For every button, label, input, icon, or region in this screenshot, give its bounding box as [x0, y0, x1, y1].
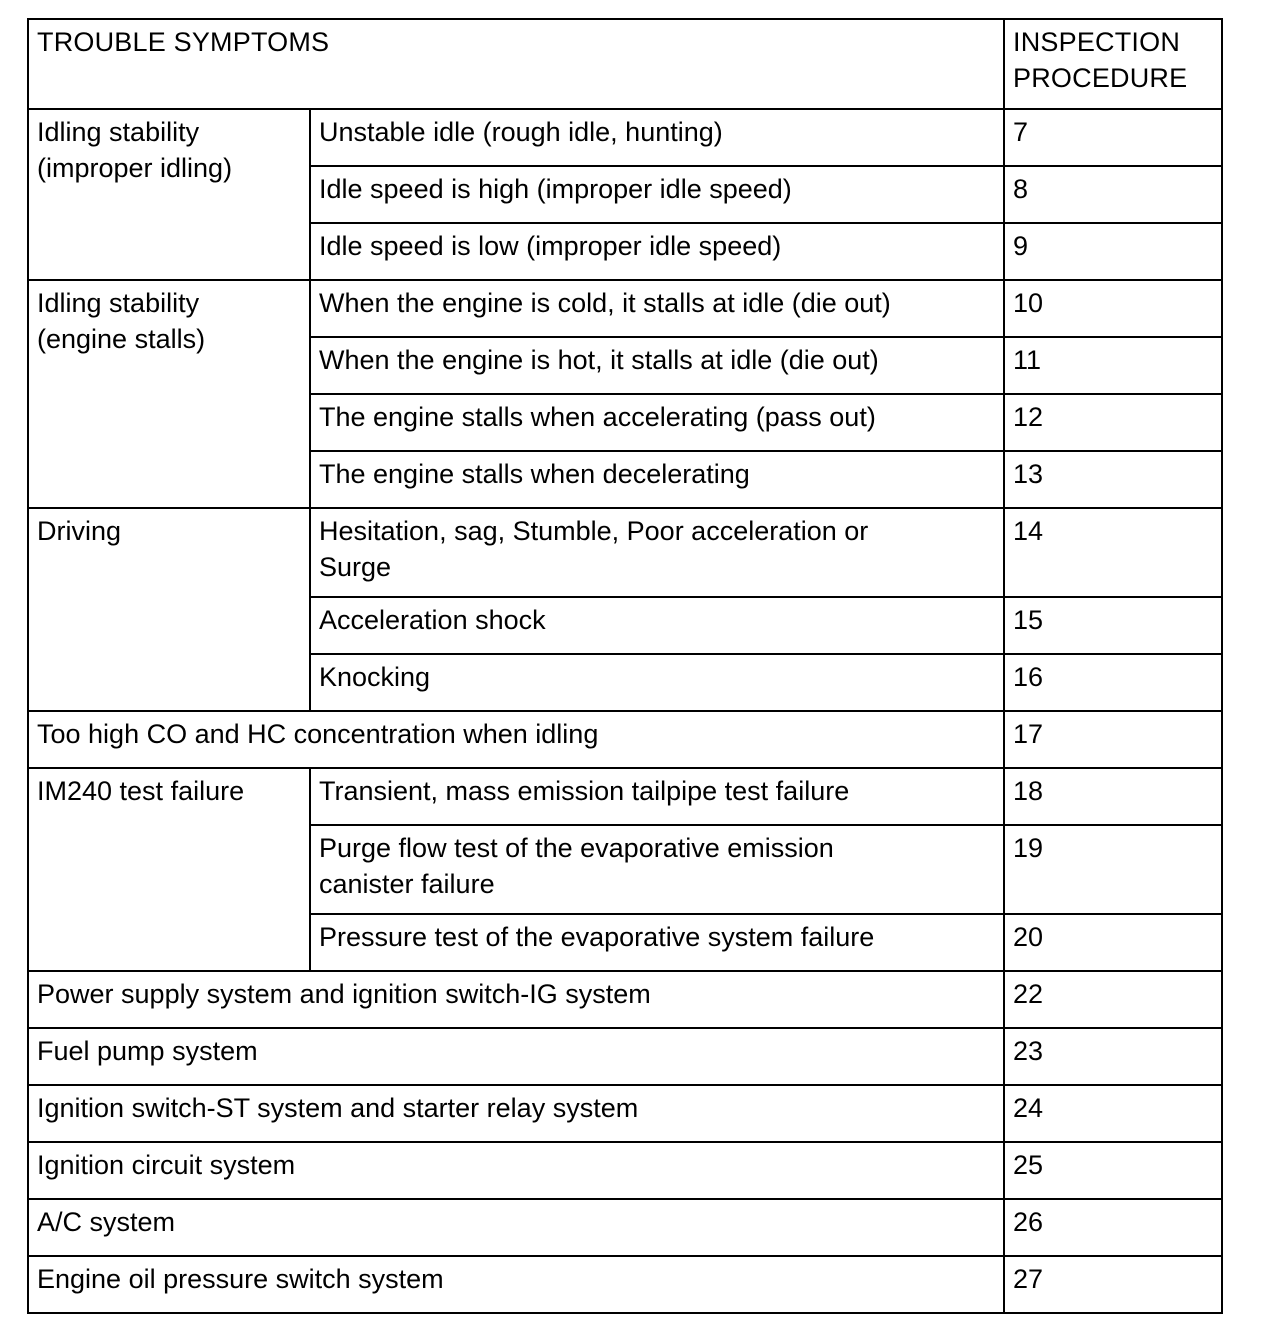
table-row: [28, 1199, 1222, 1256]
group-cell-engine-stalls: Idling stability (engine stalls): [28, 280, 310, 508]
procedure-cell: 22: [1004, 971, 1222, 1028]
table-row: [28, 711, 1222, 768]
procedure-cell: 23: [1004, 1028, 1222, 1085]
symptom-cell: Unstable idle (rough idle, hunting): [310, 109, 1004, 166]
symptom-cell: Acceleration shock: [310, 597, 1004, 654]
procedure-cell: 18: [1004, 768, 1222, 825]
symptom-cell: The engine stalls when decelerating: [310, 451, 1004, 508]
system-cell: A/C system: [28, 1199, 1004, 1256]
table-row: [28, 768, 1222, 825]
table-row: [28, 280, 1222, 337]
trouble-symptoms-table: [27, 18, 1223, 1314]
procedure-cell: 11: [1004, 337, 1222, 394]
group-cell-improper-idling: Idling stability (improper idling): [28, 109, 310, 280]
header-inspection-procedure: INSPECTION PROCEDURE: [1004, 19, 1222, 109]
table-row: [28, 971, 1222, 1028]
procedure-cell: 17: [1004, 711, 1222, 768]
symptom-cell: Transient, mass emission tailpipe test failure: [310, 768, 1004, 825]
symptom-cell: The engine stalls when accelerating (pass out): [310, 394, 1004, 451]
table-row: [28, 1028, 1222, 1085]
procedure-cell: 8: [1004, 166, 1222, 223]
procedure-cell: 12: [1004, 394, 1222, 451]
procedure-cell: 24: [1004, 1085, 1222, 1142]
system-cell: Engine oil pressure switch system: [28, 1256, 1004, 1313]
procedure-cell: 16: [1004, 654, 1222, 711]
group-cell-driving: Driving: [28, 508, 310, 711]
procedure-cell: 19: [1004, 825, 1222, 914]
procedure-cell: 13: [1004, 451, 1222, 508]
system-cell: Power supply system and ignition switch-IG system: [28, 971, 1004, 1028]
symptom-cell: Idle speed is high (improper idle speed): [310, 166, 1004, 223]
table-row: [28, 109, 1222, 166]
procedure-cell: 27: [1004, 1256, 1222, 1313]
header-row: [28, 19, 1222, 109]
procedure-cell: 10: [1004, 280, 1222, 337]
symptom-cell: Hesitation, sag, Stumble, Poor acceleration or Surge: [310, 508, 1004, 597]
procedure-cell: 7: [1004, 109, 1222, 166]
procedure-cell: 15: [1004, 597, 1222, 654]
symptom-cell: Idle speed is low (improper idle speed): [310, 223, 1004, 280]
table-row: [28, 1085, 1222, 1142]
procedure-cell: 9: [1004, 223, 1222, 280]
system-cell: Ignition switch-ST system and starter relay system: [28, 1085, 1004, 1142]
header-trouble-symptoms: TROUBLE SYMPTOMS: [28, 19, 1004, 109]
table-row: [28, 508, 1222, 597]
procedure-cell: 20: [1004, 914, 1222, 971]
symptom-cell: Pressure test of the evaporative system failure: [310, 914, 1004, 971]
symptom-cell: Knocking: [310, 654, 1004, 711]
table-row: [28, 1256, 1222, 1313]
system-cell: Ignition circuit system: [28, 1142, 1004, 1199]
procedure-cell: 14: [1004, 508, 1222, 597]
group-cell-im240: IM240 test failure: [28, 768, 310, 971]
symptom-cell: When the engine is cold, it stalls at idle (die out): [310, 280, 1004, 337]
table-row: [28, 1142, 1222, 1199]
full-symptom-cell: Too high CO and HC concentration when idling: [28, 711, 1004, 768]
symptom-cell: When the engine is hot, it stalls at idle (die out): [310, 337, 1004, 394]
procedure-cell: 25: [1004, 1142, 1222, 1199]
system-cell: Fuel pump system: [28, 1028, 1004, 1085]
procedure-cell: 26: [1004, 1199, 1222, 1256]
symptom-cell: Purge flow test of the evaporative emission canister failure: [310, 825, 1004, 914]
